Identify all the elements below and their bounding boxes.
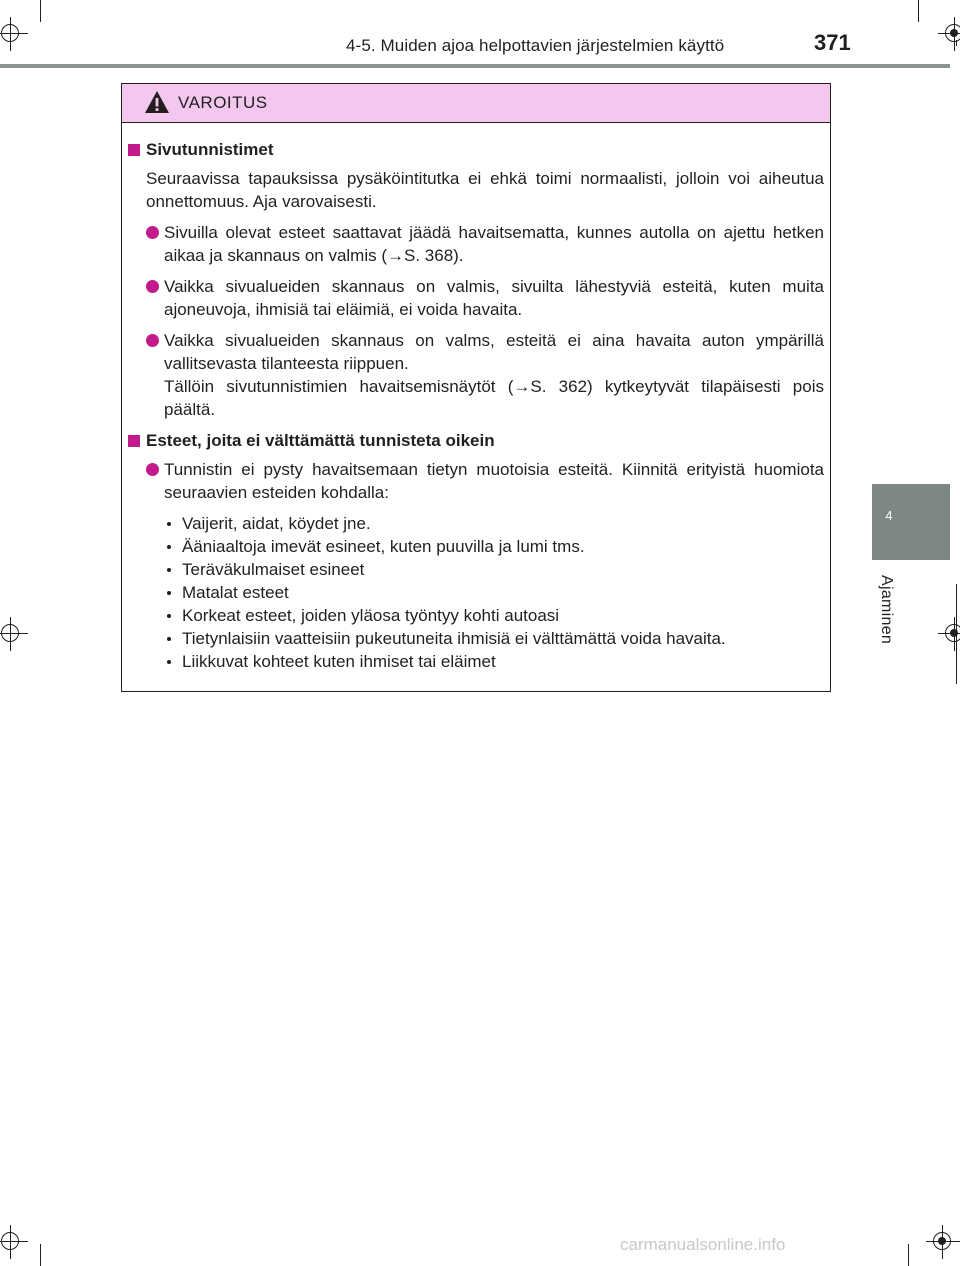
warning-box (121, 83, 831, 692)
chapter-number: 4 (885, 508, 893, 523)
crop-mark (956, 40, 957, 46)
running-header-title: 4-5. Muiden ajoa helpottavien järjestelmien käyttö (346, 36, 725, 55)
round-bullet-icon (146, 334, 159, 347)
crop-mark (40, 0, 41, 22)
registration-mark-mid-left (0, 617, 28, 651)
square-bullet-icon (128, 144, 140, 156)
list-item-text: Vaikka sivualueiden skannaus on valmis, sivuilta lähestyviä esteitä, kuten muita ajoneuvoja, ihmisiä tai eläimiä, ei voida havaita. (164, 277, 824, 319)
sub-list-item-text: Korkeat esteet, joiden yläosa työntyy kohti autoasi (182, 606, 560, 625)
section-heading (128, 429, 824, 452)
dot-bullet-icon (167, 545, 171, 549)
dot-bullet-icon (167, 660, 171, 664)
crop-mark (956, 584, 957, 684)
warning-title: VAROITUS (178, 93, 268, 112)
sub-list-item (164, 512, 824, 535)
list-item-text: Vaikka sivualueiden skannaus on valms, esteitä ei aina havaita auton ympärillä vallitsevasta tilanteesta riippuen. (164, 331, 824, 373)
chapter-label: Ajaminen (878, 575, 895, 645)
sub-list-item-text: Ääniaaltoja imevät esineet, kuten puuvilla ja lumi tms. (182, 537, 585, 556)
sub-list-item-text: Teräväkulmaiset esineet (182, 560, 365, 579)
crop-mark (908, 1244, 909, 1266)
watermark: carmanualsonline.info (620, 1235, 786, 1254)
registration-mark-bottom-right (926, 1225, 960, 1259)
crop-mark (40, 1244, 41, 1266)
list-item (128, 329, 824, 421)
dot-bullet-icon (167, 568, 171, 572)
sub-list-item (164, 581, 824, 604)
section-intro: Seuraavissa tapauksissa pysäköintitutka ei ehkä toimi normaalisti, jolloin voi aiheutua onnettomuus. Aja varovaisesti. (146, 169, 824, 211)
sub-list-item (164, 627, 824, 650)
sub-list-item-text: Liikkuvat kohteet kuten ihmiset tai eläimet (182, 652, 496, 671)
section-heading-text: Sivutunnistimet (146, 140, 274, 159)
section-heading-text: Esteet, joita ei välttämättä tunnisteta oikein (146, 431, 495, 450)
obstacle-list (128, 512, 824, 673)
list-item-text: Sivuilla olevat esteet saattavat jäädä havaitsematta, kunnes autolla on ajettu hetken aikaa ja skannaus on valmis (→S. 368). (164, 223, 824, 265)
chapter-tab (872, 484, 950, 560)
list-item-text: Tunnistin ei pysty havaitsemaan tietyn muotoisia esteitä. Kiinnitä erityistä huomiota seuraavien esteiden kohdalla: (164, 460, 824, 502)
square-bullet-icon (128, 435, 140, 447)
sub-list-item (164, 650, 824, 673)
list-item (128, 458, 824, 504)
page-number: 371 (814, 30, 851, 55)
dot-bullet-icon (167, 591, 171, 595)
sub-list-item (164, 558, 824, 581)
list-item (128, 221, 824, 267)
section-heading (128, 138, 824, 161)
warning-content (128, 138, 824, 673)
sub-list-item-text: Matalat esteet (182, 583, 289, 602)
registration-mark-bottom-left (0, 1225, 28, 1259)
sub-list-item (164, 604, 824, 627)
warning-triangle-icon (144, 90, 170, 114)
sub-list-item (164, 535, 824, 558)
header-rule (0, 64, 950, 68)
dot-bullet-icon (167, 522, 171, 526)
warning-header (122, 84, 830, 123)
crop-mark (918, 0, 919, 22)
list-item-text: Tällöin sivutunnistimien havaitsemisnäytöt (→S. 362) kytkeytyvät tilapäisesti pois päältä. (164, 377, 824, 419)
sub-list-item-text: Vaijerit, aidat, köydet jne. (182, 514, 371, 533)
list-item (128, 275, 824, 321)
round-bullet-icon (146, 463, 159, 476)
sub-list-item-text: Tietynlaisiin vaatteisiin pukeutuneita ihmisiä ei välttämättä voida havaita. (182, 629, 726, 648)
dot-bullet-icon (167, 614, 171, 618)
round-bullet-icon (146, 280, 159, 293)
registration-mark-top-left (0, 17, 28, 51)
dot-bullet-icon (167, 637, 171, 641)
round-bullet-icon (146, 226, 159, 239)
